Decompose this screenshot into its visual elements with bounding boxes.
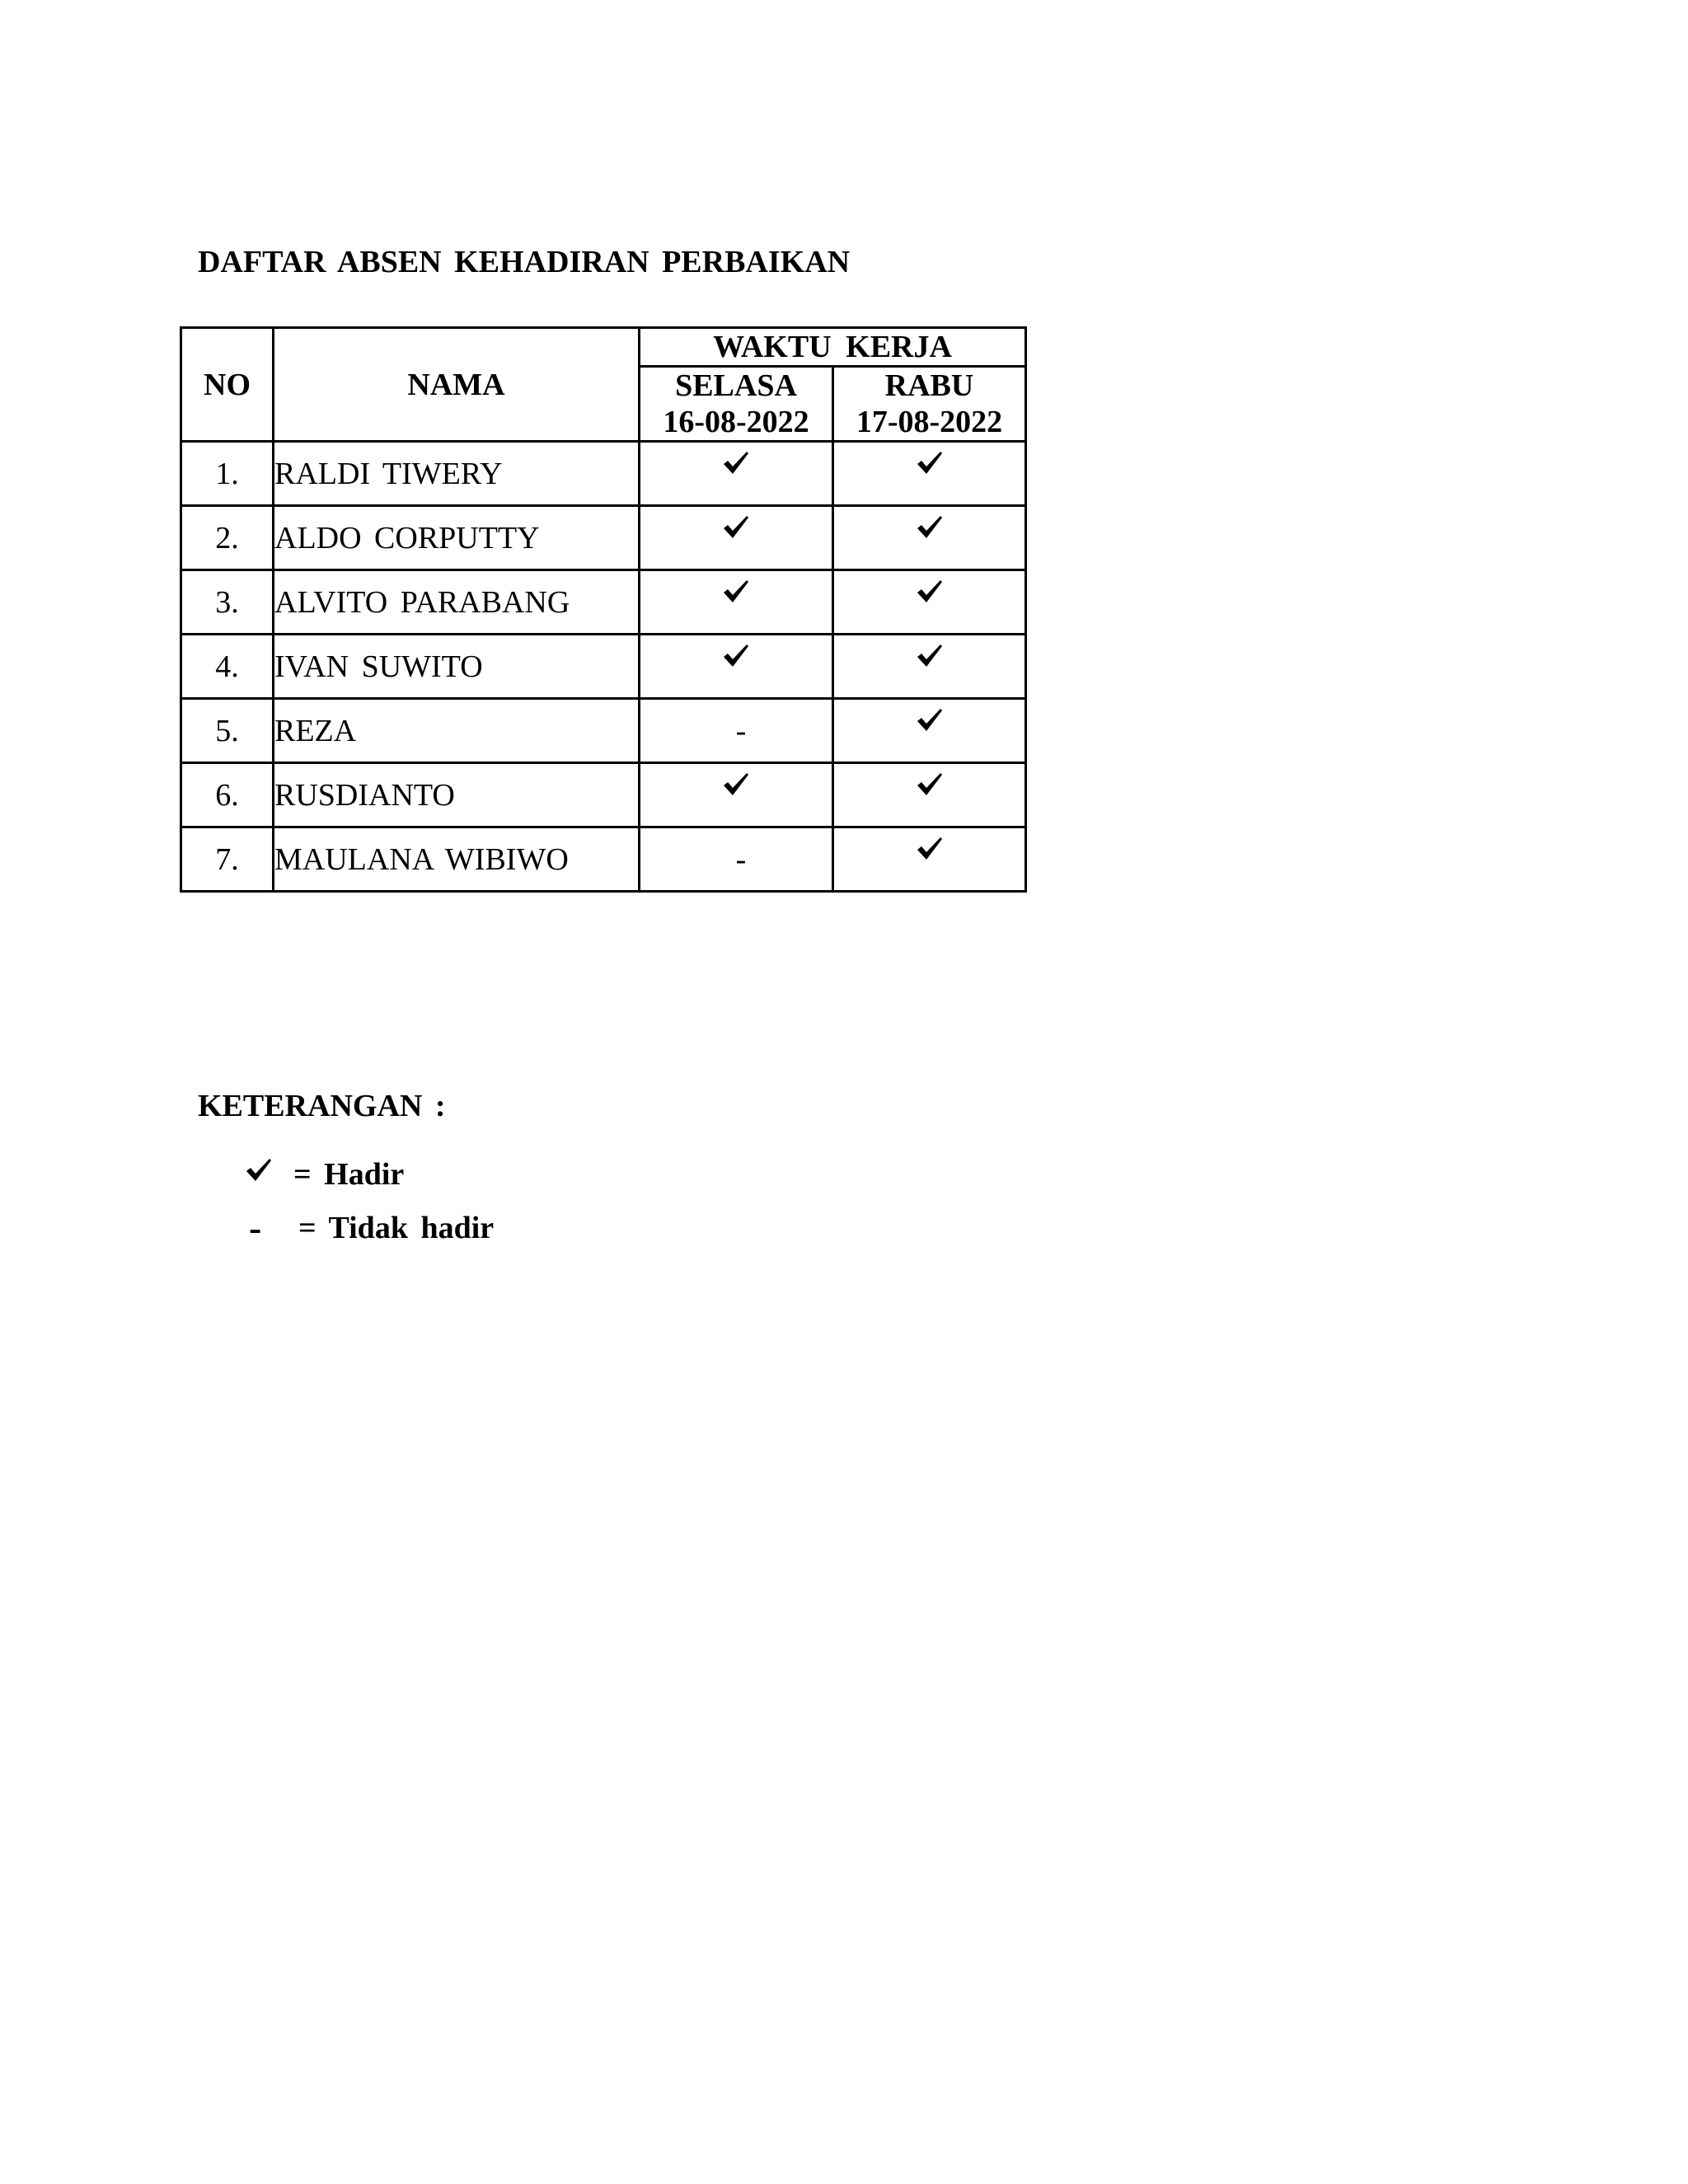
attendance-table [180,326,1027,893]
header-waktu-kerja: WAKTU KERJA [640,328,1026,367]
header-nama: NAMA [274,328,640,442]
table-row [181,635,1026,699]
absent-dash: - [735,713,747,748]
checkmark-icon [913,513,946,546]
legend-absent [244,1207,495,1249]
attendance-body [181,442,1026,892]
attendance-rabu [833,570,1026,635]
header-rabu-date: 17-08-2022 [856,405,1003,439]
checkmark-icon [913,705,946,738]
header-selasa-day: SELASA [675,368,797,403]
table-row [181,699,1026,763]
document-title: DAFTAR ABSEN KEHADIRAN PERBAIKAN [198,245,851,279]
header-rabu-day: RABU [884,368,974,403]
header-selasa [640,367,833,442]
checkmark-icon [913,577,946,610]
checkmark-icon [720,641,753,674]
checkmark-icon [244,1155,293,1193]
row-number: 2. [181,506,274,570]
table-row [181,763,1026,827]
attendance-rabu [833,699,1026,763]
row-name: MAULANA WIBIWO [274,827,640,892]
table-row [181,827,1026,892]
checkmark-icon [720,577,753,610]
row-number: 5. [181,699,274,763]
legend-present [244,1155,404,1193]
attendance-selasa [640,635,833,699]
checkmark-icon [913,834,946,867]
row-name: RALDI TIWERY [274,442,640,506]
row-number: 7. [181,827,274,892]
attendance-selasa [640,763,833,827]
header-selasa-date: 16-08-2022 [663,405,809,439]
header-rabu [833,367,1026,442]
row-name: REZA [274,699,640,763]
checkmark-icon [913,448,946,481]
row-number: 1. [181,442,274,506]
table-row [181,570,1026,635]
attendance-rabu [833,506,1026,570]
attendance-selasa [640,442,833,506]
checkmark-icon [720,513,753,546]
legend-present-label: = Hadir [293,1157,405,1192]
header-row-1 [181,328,1026,367]
attendance-rabu [833,827,1026,892]
absent-dash: - [735,841,747,877]
table-row [181,506,1026,570]
row-name: ALVITO PARABANG [274,570,640,635]
row-number: 3. [181,570,274,635]
legend-absent-symbol: - [249,1207,262,1249]
legend-absent-label: = Tidak hadir [298,1211,495,1245]
attendance-selasa [640,827,833,892]
row-name: RUSDIANTO [274,763,640,827]
checkmark-icon [720,448,753,481]
row-number: 6. [181,763,274,827]
legend-title: KETERANGAN : [198,1089,446,1123]
checkmark-icon [913,770,946,803]
checkmark-icon [720,770,753,803]
row-name: ALDO CORPUTTY [274,506,640,570]
attendance-selasa [640,699,833,763]
header-no: NO [181,328,274,442]
checkmark-icon [913,641,946,674]
table-row [181,442,1026,506]
row-number: 4. [181,635,274,699]
attendance-rabu [833,442,1026,506]
attendance-selasa [640,570,833,635]
row-name: IVAN SUWITO [274,635,640,699]
attendance-rabu [833,763,1026,827]
attendance-rabu [833,635,1026,699]
attendance-selasa [640,506,833,570]
